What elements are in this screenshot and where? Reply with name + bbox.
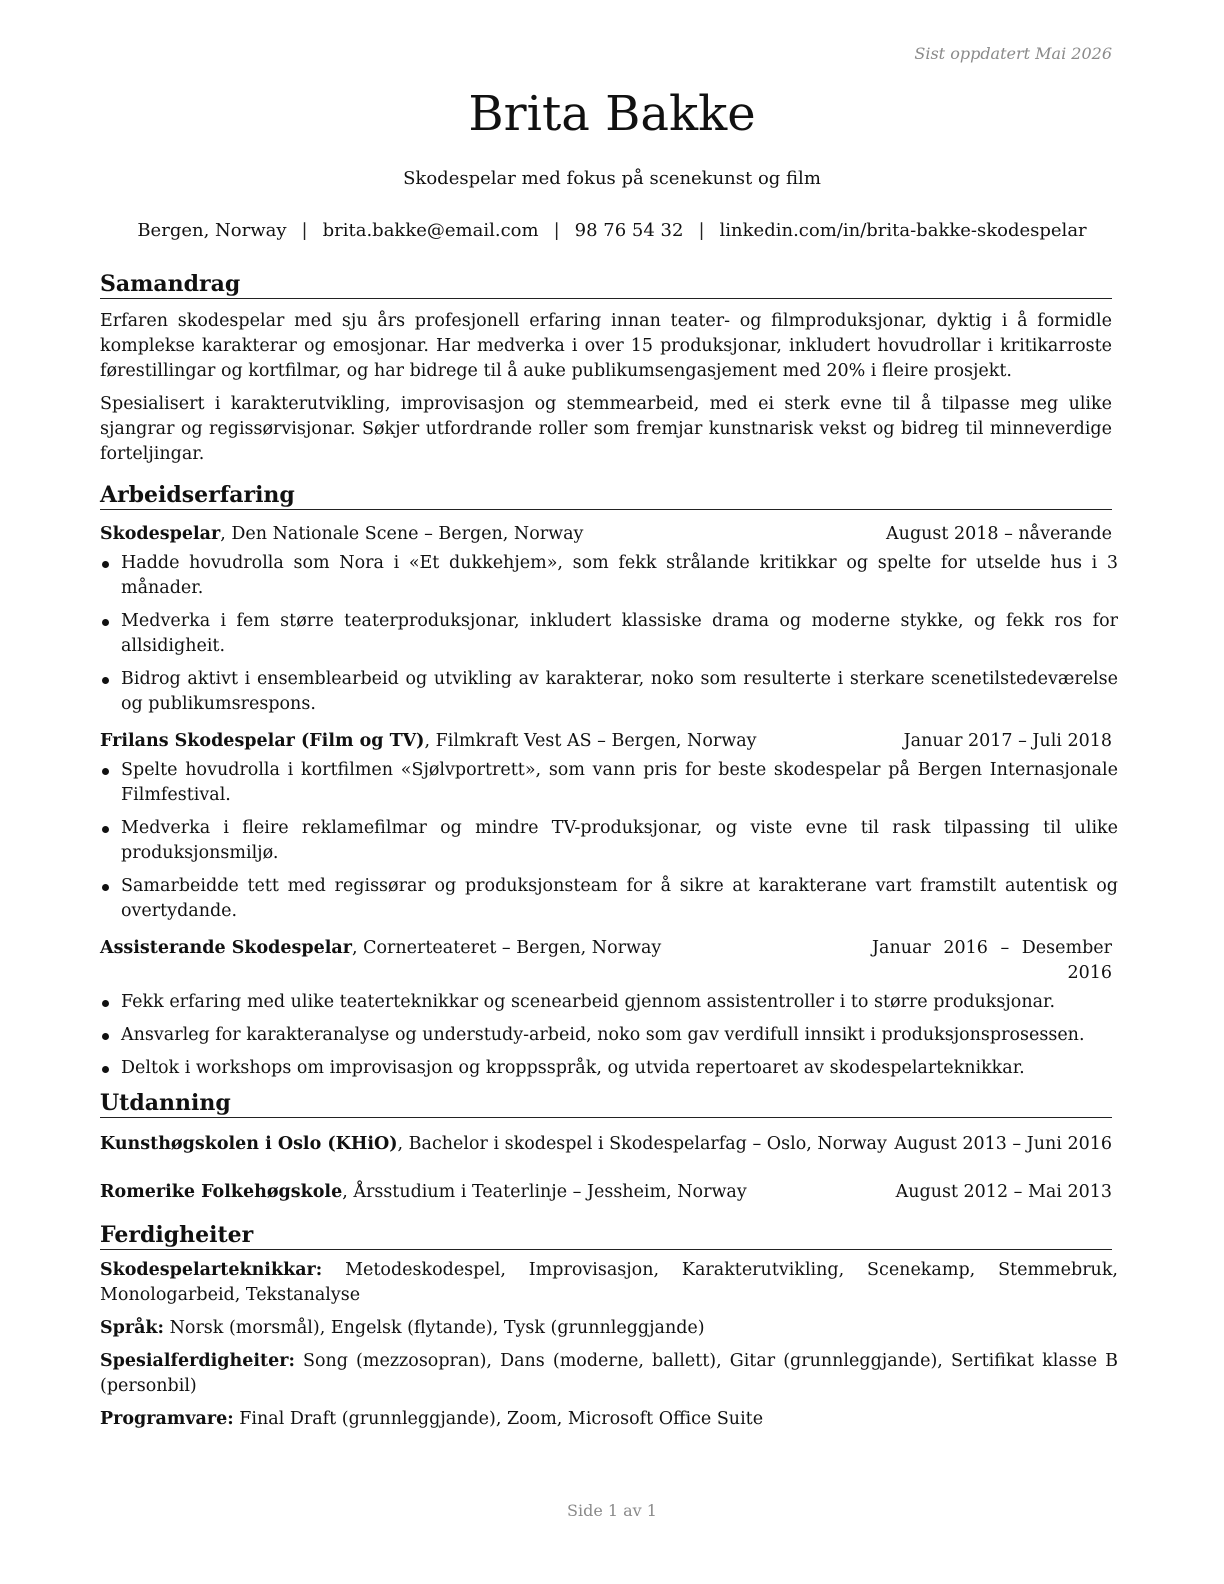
last-updated: Sist oppdatert Mai 2026 [914, 44, 1112, 63]
job-bullet: Hadde hovudrolla som Nora i «Et dukkehjem», som fekk strålande kritikkar og spelte for utselde hus i 3 månader. [100, 551, 1118, 601]
education-school: Kunsthøgskolen i Oslo (KHiO) [100, 1134, 398, 1154]
job-bullets [100, 551, 1118, 717]
job-bullet: Spelte hovudrolla i kortfilmen «Sjølvportrett», som vann pris for beste skodespelar på Bergen Internasjonale Filmfestival. [100, 758, 1118, 808]
job-org: , Filmkraft Vest AS – Bergen, Norway [424, 731, 757, 751]
job-bullet: Ansvarleg for karakteranalyse og understudy-arbeid, noko som gav verdifull innsikt i produksjonsprosessen. [100, 1023, 1118, 1048]
summary-section [100, 270, 1112, 467]
education-entry [100, 1180, 1112, 1205]
job-bullet: Samarbeidde tett med regissørar og produksjonsteam for å sikre at karakterane vart framstilt autentisk og overtydande. [100, 874, 1118, 924]
education-school: Romerike Folkehøgskole [100, 1182, 343, 1202]
job-bullets [100, 758, 1118, 924]
skill-line [100, 1349, 1118, 1399]
skill-line [100, 1316, 1118, 1341]
job-dates: Januar 2016 – Desember 2016 [872, 938, 1112, 983]
section-heading: Utdanning [100, 1089, 1112, 1118]
education-detail: , Bachelor i skodespel i Skodespelarfag – Oslo, Norway [397, 1134, 887, 1154]
job-bullet: Bidrog aktivt i ensemblearbeid og utvikling av karakterar, noko som resulterte i sterkare scenetilstedeværelse og publikumsrespons. [100, 667, 1118, 717]
headline: Skodespelar med fokus på scenekunst og film [403, 168, 821, 189]
contact-location: Bergen, Norway [137, 220, 287, 241]
job-dates: August 2018 – nåverande [886, 524, 1112, 544]
job-bullet: Fekk erfaring med ulike teaterteknikkar og scenearbeid gjennom assistentroller i to større produksjonar. [100, 990, 1118, 1015]
education-dates: August 2013 – Juni 2016 [894, 1134, 1112, 1154]
skill-label: Spesialferdigheiter: [100, 1351, 295, 1371]
job-header [100, 729, 1112, 754]
job-entry [100, 936, 1112, 1081]
job-dates: Januar 2017 – Juli 2018 [903, 731, 1112, 751]
skill-value: Song (mezzosopran), Dans (moderne, ballett), Gitar (grunnleggjande), Sertifikat klasse B (personbil) [100, 1351, 1118, 1396]
job-role: Skodespelar [100, 524, 221, 544]
contact-separator: | [301, 220, 308, 241]
skill-value: Metodeskodespel, Improvisasjon, Karakterutvikling, Scenekamp, Stemmebruk, Monologarbeid, Tekstanalyse [100, 1260, 1118, 1305]
section-heading: Arbeidserfaring [100, 481, 1112, 510]
summary-paragraph: Erfaren skodespelar med sju års profesjonell erfaring innan teater- og filmproduksjonar, dyktig i å formidle komplekse karakterar og emosjonar. Har medverka i over 15 produksjonar, inkludert hovudrollar i kritikarroste førestillingar og kortfilmar, og har bidrege til å auke publikumsengasjement med 20% i fleire prosjekt. [100, 311, 1112, 381]
job-org: , Cornerteateret – Bergen, Norway [351, 938, 662, 958]
job-entry [100, 729, 1118, 924]
resume-body [100, 270, 1118, 1432]
skill-value: Norsk (morsmål), Engelsk (flytande), Tysk (grunnleggjande) [164, 1318, 705, 1338]
job-header [100, 936, 1112, 986]
education-section [100, 1089, 1112, 1205]
contact-email[interactable]: brita.bakke@email.com [322, 220, 539, 241]
section-heading: Samandrag [100, 270, 1112, 299]
skills-section [100, 1221, 1118, 1432]
education-detail: , Årsstudium i Teaterlinje – Jessheim, Norway [342, 1182, 747, 1202]
experience-section [100, 481, 1118, 1081]
education-entry [100, 1132, 1112, 1157]
contact-linkedin[interactable]: linkedin.com/in/brita-bakke-skodespelar [719, 220, 1087, 241]
candidate-name: Brita Bakke [468, 86, 756, 142]
skill-label: Skodespelarteknikkar: [100, 1260, 323, 1280]
education-dates: August 2012 – Mai 2013 [895, 1182, 1112, 1202]
contact-line [0, 219, 1224, 243]
job-bullets [100, 990, 1118, 1081]
skill-line [100, 1407, 1118, 1432]
skill-label: Språk: [100, 1318, 165, 1338]
section-heading: Ferdigheiter [100, 1221, 1112, 1250]
skill-value: Final Draft (grunnleggjande), Zoom, Microsoft Office Suite [233, 1409, 764, 1429]
summary-paragraph: Spesialisert i karakterutvikling, improvisasjon og stemmearbeid, med ei sterk evne til å tilpasse meg ulike sjangrar og regissørvisjonar. Søkjer utfordrande roller som fremjar kunstnarisk vekst og bidreg til minneverdige forteljingar. [100, 394, 1112, 464]
contact-separator: | [553, 220, 560, 241]
job-bullet: Deltok i workshops om improvisasjon og kroppsspråk, og utvida repertoaret av skodespelarteknikkar. [100, 1056, 1118, 1081]
contact-phone[interactable]: 98 76 54 32 [574, 220, 684, 241]
job-role: Assisterande Skodespelar [100, 938, 352, 958]
skill-label: Programvare: [100, 1409, 234, 1429]
job-org: , Den Nationale Scene – Bergen, Norway [220, 524, 584, 544]
job-role: Frilans Skodespelar (Film og TV) [100, 731, 425, 751]
page-footer: Side 1 av 1 [567, 1501, 657, 1520]
contact-separator: | [698, 220, 705, 241]
skill-line [100, 1258, 1118, 1308]
job-header [100, 522, 1112, 547]
job-bullet: Medverka i fleire reklamefilmar og mindre TV-produksjonar, og viste evne til rask tilpassing til ulike produksjonsmiljø. [100, 816, 1118, 866]
job-entry [100, 522, 1118, 717]
job-bullet: Medverka i fem større teaterproduksjonar, inkludert klassiske drama og moderne stykke, og fekk ros for allsidigheit. [100, 609, 1118, 659]
